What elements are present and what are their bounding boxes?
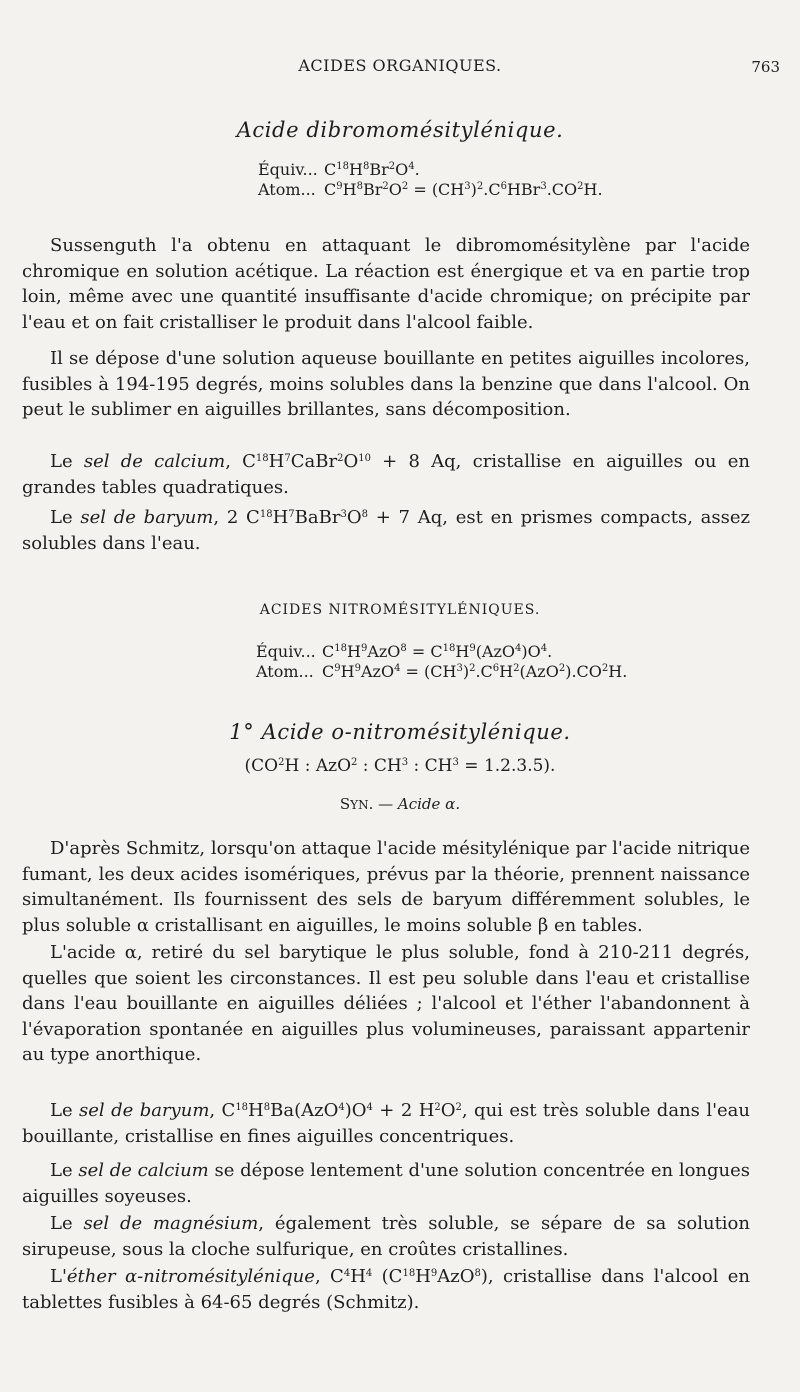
paragraph: Le sel de calcium se dépose lentement d'une solution concentrée en longues aiguilles soyeuses.: [22, 1160, 751, 1207]
formula-block-1: [258, 160, 603, 200]
synonym-line: SYN. — Acide α.: [339, 795, 461, 813]
paragraph: Le sel de baryum, 2 $C^{18}H^7BaBr^3O^8 + 7$ Aq, est en prismes compacts, assez solubles dans l'eau.: [22, 507, 751, 554]
formula-atom: [256, 662, 627, 682]
formula-label: Atom...: [258, 180, 316, 199]
paragraph: Le sel de calcium, $C^{18}H^7CaBr^2O^{10} + 8$ Aq, cristallise en aiguilles ou en grandes tables quadratiques.: [22, 451, 750, 498]
paragraph: Le sel de baryum, $C^{18}H^8Ba(AzO^4)O^4 + 2$ $H^2O^2$, qui est très soluble dans l'eau bouillante, cristallise en fines aiguilles concentriques.: [22, 1100, 750, 1147]
position-formula: ($CO^2H$ : AzO$^2$ : $CH^3$ : $CH^3 = 1.2.3.5$).: [244, 756, 556, 776]
paragraph: D'après Schmitz, lorsqu'on attaque l'acide mésitylénique par l'acide nitrique fumant, les deux acides isomériques, prévus par la théorie, prennent naissance simultanément. Ils fournissent des sels de baryum différemment solubles, le plus soluble α cristallisant en aiguilles, le moins soluble β en tables.: [22, 838, 750, 936]
formula-text: $C^9H^9AzO^4 = (CH^3)^2.C^6H^2(AzO^2).CO^2H$.: [322, 662, 628, 681]
formula-text: $C^{18}H^9AzO^8 = C^{18}H^9(AzO^4)O^4$.: [322, 642, 553, 661]
paragraph: Sussenguth l'a obtenu en attaquant le dibromomésitylène par l'acide chromique en solution acétique. La réaction est énergique et va en partie trop loin, même avec une quantité insuffisante d'acide chromique; on précipite par l'eau et on fait cristalliser le produit dans l'alcool faible.: [22, 235, 750, 333]
section-title: ACIDES NITROMÉSITYLÉNIQUES.: [259, 602, 541, 618]
formula-label: Équiv...: [256, 642, 316, 661]
formula-equiv: [256, 642, 627, 662]
heading-o-nitromesitylenique: 1° Acide o-nitromésitylénique.: [229, 720, 571, 744]
running-head-title: ACIDES ORGANIQUES.: [298, 56, 502, 75]
running-head: [0, 56, 800, 84]
formula-block-2: [256, 642, 627, 682]
paragraph: Il se dépose d'une solution aqueuse bouillante en petites aiguilles incolores, fusibles à 194-195 degrés, moins solubles dans la benzine que dans l'alcool. On peut le sublimer en aiguilles brillantes, sans décomposition.: [22, 348, 750, 420]
paragraph: L'acide α, retiré du sel barytique le plus soluble, fond à 210-211 degrés, quelles que soient les circonstances. Il est peu soluble dans l'eau et cristallise dans l'eau bouillante en aiguilles déliées ; l'alcool et l'éther l'abandonnent à l'évaporation spontanée en aiguilles plus volumineuses, paraissant appartenir au type anorthique.: [22, 942, 750, 1065]
paragraph: Le sel de magnésium, également très soluble, se sépare de sa solution sirupeuse, sous la cloche sulfurique, en croûtes cristallines.: [22, 1213, 750, 1260]
formula-atom: [258, 180, 603, 200]
formula-label: Atom...: [256, 662, 314, 681]
paragraph: L'éther α-nitromésitylénique, $C^4H^4$ $(C^{18}H^9AzO^8)$, cristallise dans l'alcool en tablettes fusibles à 64-65 degrés (Schmitz).: [22, 1266, 750, 1313]
formula-text: $C^9H^8Br^2O^2 = (CH^3)^2.C^6HBr^3.CO^2H$.: [324, 180, 603, 199]
page-number: 763: [751, 58, 780, 76]
formula-text: $C^{18}H^8Br^2O^4$.: [324, 160, 420, 179]
heading-dibromomesitylenique: Acide dibromomésitylénique.: [236, 118, 564, 142]
formula-label: Équiv...: [258, 160, 318, 179]
formula-equiv: [258, 160, 603, 180]
